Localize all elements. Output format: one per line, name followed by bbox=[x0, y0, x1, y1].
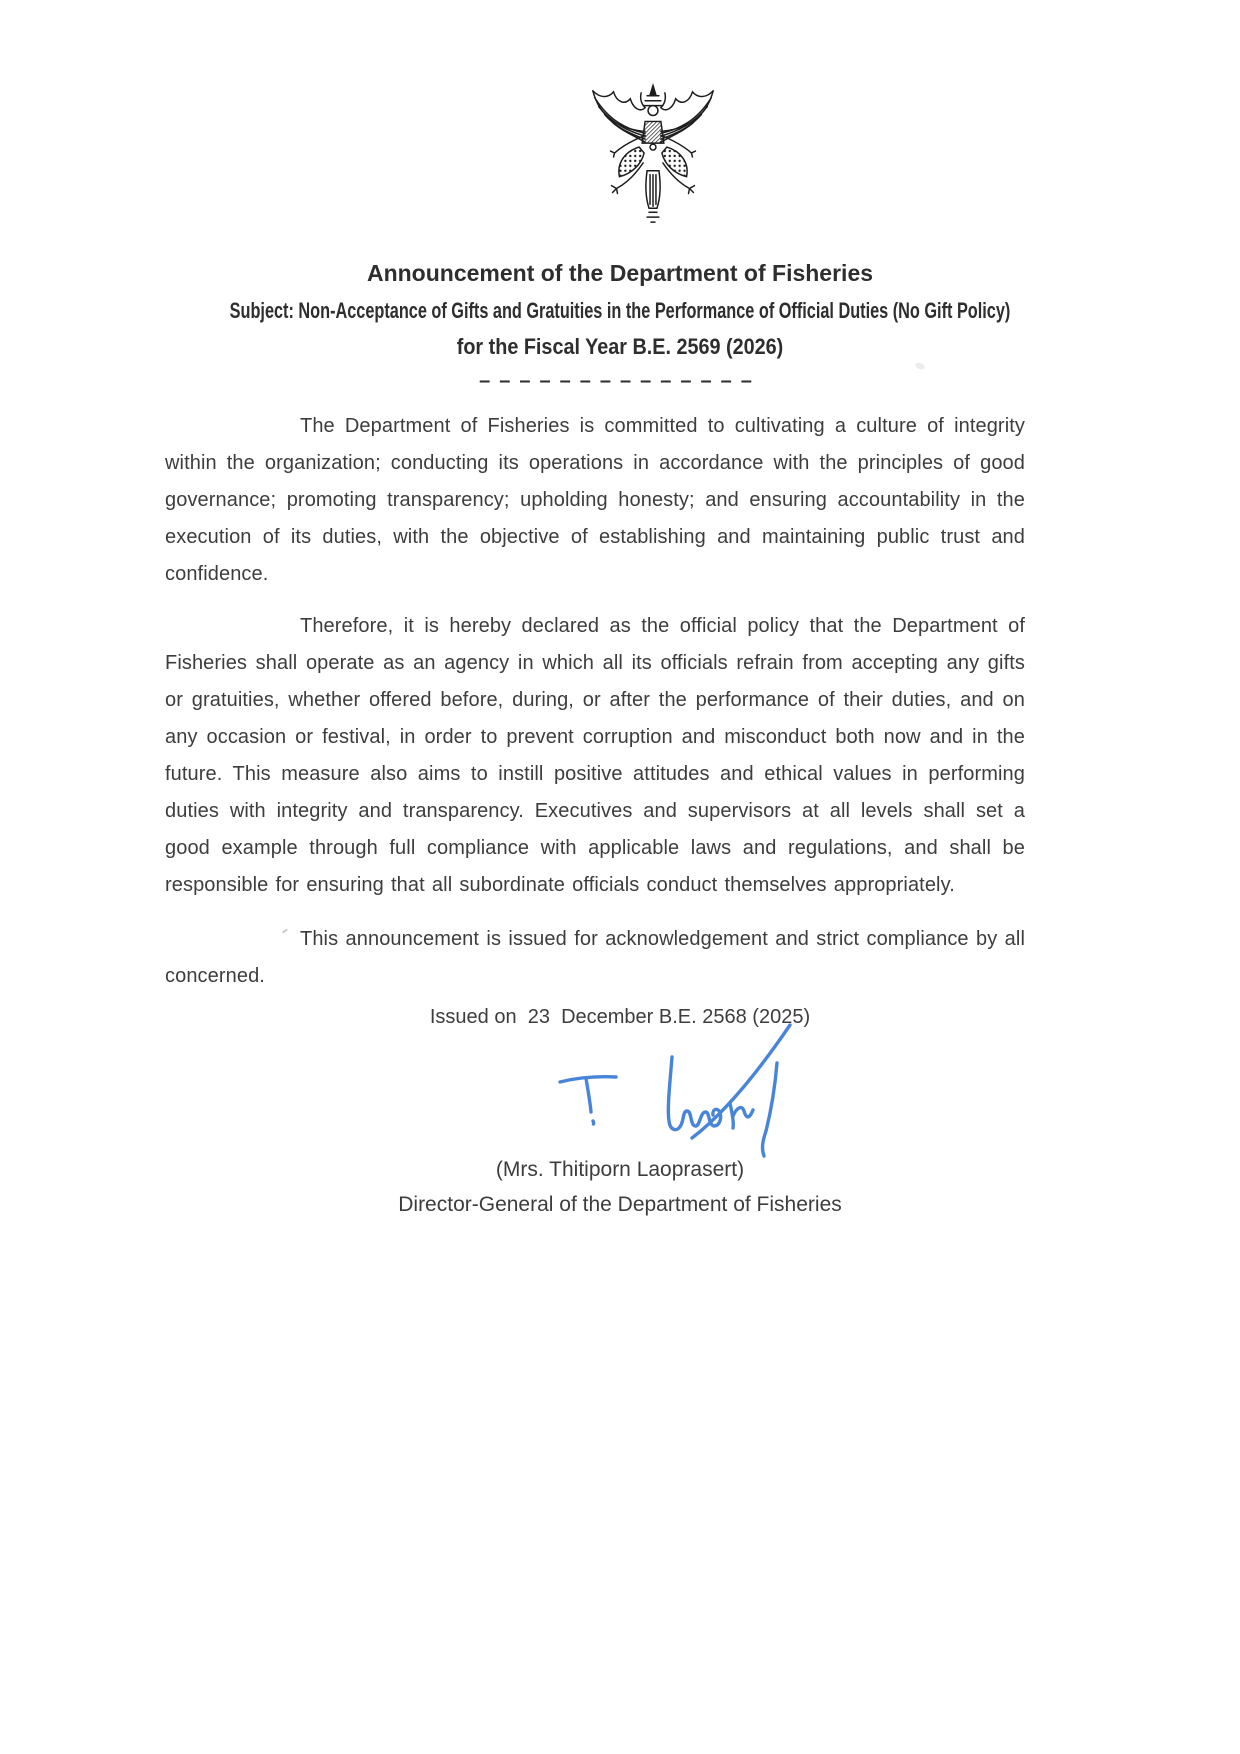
paragraph-policy-declaration: Therefore, it is hereby declared as the official policy that the Department of Fisheries shall operate as an agency in which all its officials refrain from accepting any gifts or gratuities, whether offered before, during, or after the performance of their duties, and on any occasion or festival, in order to prevent corruption and misconduct both now and in the future. This measure also aims to instill positive attitudes and ethical values in performing duties with integrity and transparency. Executives and supervisors at all levels shall set a good example through full compliance with applicable laws and regulations, and shall be responsible for ensuring that all subordinate officials conduct themselves appropriately. bbox=[165, 615, 1025, 896]
page-title: Announcement of the Department of Fisheries bbox=[366, 260, 874, 286]
document-header bbox=[0, 258, 1240, 394]
signer-title: Director-General of the Department of Fisheries bbox=[398, 1193, 842, 1216]
fiscal-year-line: for the Fiscal Year B.E. 2569 (2026) bbox=[456, 334, 784, 359]
signature-ink bbox=[530, 995, 820, 1170]
subject-line: Subject: Non-Acceptance of Gifts and Gratuities in the Performance of Official Duties (No Gift Policy) bbox=[229, 298, 1011, 323]
paragraph-compliance-notice: This announcement is issued for acknowledgement and strict compliance by all concerned. bbox=[165, 928, 1025, 987]
dashed-separator: –––––––––––––– bbox=[479, 370, 761, 392]
issued-date-line: Issued on 23 December B.E. 2568 (2025) bbox=[429, 1006, 811, 1028]
paragraph-commitment: The Department of Fisheries is committed to cultivating a culture of integrity within the organization; conducting its operations in accordance with the principles of good governance; promoting transparency; upholding honesty; and ensuring accountability in the execution of its duties, with the objective of establishing and maintaining public trust and confidence. bbox=[165, 415, 1025, 585]
garuda-emblem-icon bbox=[582, 80, 724, 228]
signer-name: (Mrs. Thitiporn Laoprasert) bbox=[495, 1158, 745, 1181]
